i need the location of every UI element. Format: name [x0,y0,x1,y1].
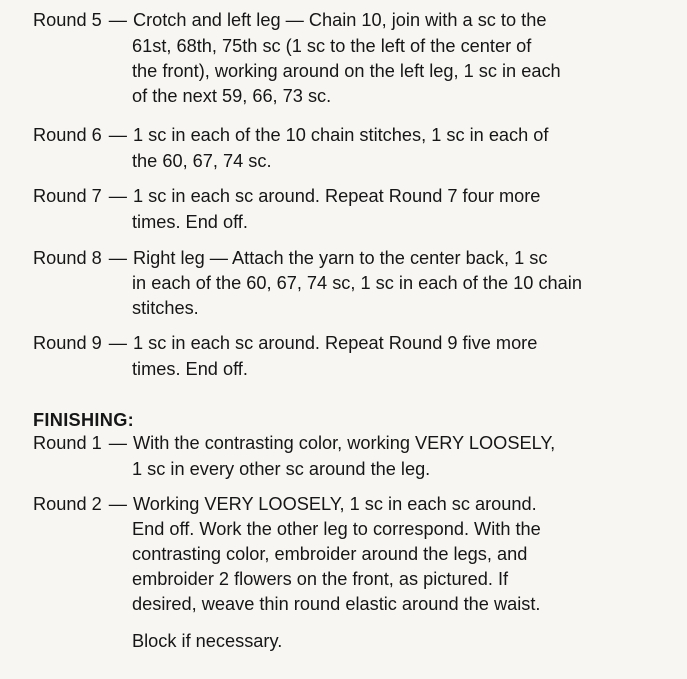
round-6-entry [33,123,685,148]
round-6-continuation [132,149,272,174]
round-text-line: Crotch and left leg — Chain 10, join with a sc to the [132,10,547,30]
finishing-round-2-entry [33,492,685,517]
round-text-line: stitches. [132,298,199,318]
round-separator: — [108,248,127,268]
round-text-line: 1 sc in each sc around. Repeat Round 9 five more [132,333,538,353]
round-label: Round 9 [33,333,102,353]
round-text-line: desired, weave thin round elastic around the waist. [132,594,541,614]
round-text-line: the front), working around on the left leg, 1 sc in each [132,61,561,81]
round-text-line: 1 sc in each of the 10 chain stitches, 1 sc in each of [132,125,549,145]
finishing-round-2-continuation [132,517,541,617]
round-text-line: End off. Work the other leg to correspond. With the [132,519,541,539]
finishing-round-1-entry [33,431,685,456]
round-7-entry [33,184,685,209]
round-label: Round 2 [33,494,102,514]
round-text-line: 1 sc in every other sc around the leg. [132,459,431,479]
block-note: Block if necessary. [132,631,283,651]
round-separator: — [108,186,127,206]
round-text-line: in each of the 60, 67, 74 sc, 1 sc in each of the 10 chain [132,273,582,293]
round-separator: — [108,10,127,30]
round-label: Round 8 [33,248,102,268]
round-7-continuation [132,210,248,235]
round-label: Round 7 [33,186,102,206]
round-text-line: of the next 59, 66, 73 sc. [132,86,332,106]
round-text-line: With the contrasting color, working VERY LOOSELY, [132,433,556,453]
round-text-line: embroider 2 flowers on the front, as pictured. If [132,569,509,589]
round-separator: — [108,125,127,145]
round-label: Round 1 [33,433,102,453]
round-separator: — [108,333,127,353]
round-5-entry [33,8,685,33]
round-text-line: 1 sc in each sc around. Repeat Round 7 four more [132,186,541,206]
round-label: Round 5 [33,10,102,30]
round-text-line: times. End off. [132,359,248,379]
round-8-entry [33,246,685,271]
round-text-line: times. End off. [132,212,248,232]
round-9-continuation [132,357,248,382]
finishing-heading: FINISHING: [33,410,135,430]
round-text-line: 61st, 68th, 75th sc (1 sc to the left of the center of [132,36,532,56]
round-9-entry [33,331,685,356]
round-text-line: contrasting color, embroider around the legs, and [132,544,528,564]
finishing-round-1-continuation [132,457,430,482]
round-separator: — [108,433,127,453]
round-text-line: Right leg — Attach the yarn to the center back, 1 sc [132,248,548,268]
round-separator: — [108,494,127,514]
round-label: Round 6 [33,125,102,145]
round-text-line: Working VERY LOOSELY, 1 sc in each sc around. [132,494,537,514]
round-text-line: the 60, 67, 74 sc. [132,151,272,171]
round-8-continuation [132,271,582,321]
round-5-continuation [132,34,561,109]
